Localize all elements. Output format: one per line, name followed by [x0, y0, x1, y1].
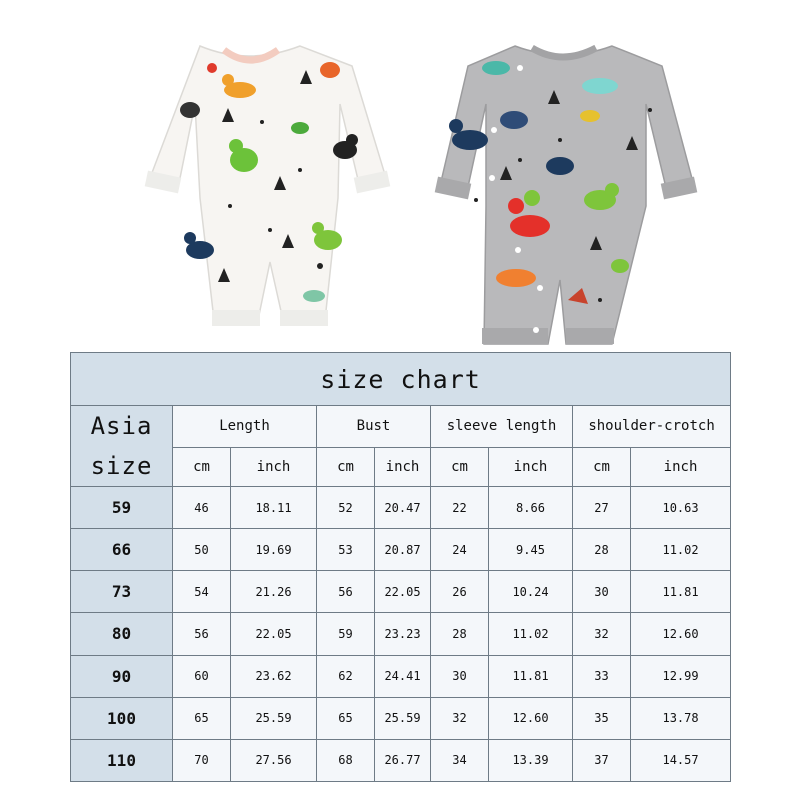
- unit-inch: inch: [231, 447, 317, 487]
- asia-size-line2: size: [90, 452, 153, 480]
- shoulder-crotch-inch-cell: 12.60: [631, 613, 731, 655]
- product-photo: [0, 0, 800, 350]
- shoulder-crotch-cm-cell: 32: [573, 613, 631, 655]
- romper-cuff: [566, 328, 614, 344]
- size-cell: 59: [71, 487, 173, 529]
- bust-inch-cell: 20.87: [375, 529, 431, 571]
- table-row: [71, 655, 731, 697]
- shoulder-crotch-inch-cell: 12.99: [631, 655, 731, 697]
- bust-inch-cell: 24.41: [375, 655, 431, 697]
- unit-cm: cm: [431, 447, 489, 487]
- shoulder-crotch-cm-cell: 37: [573, 739, 631, 781]
- unit-cm: cm: [317, 447, 375, 487]
- asia-size-line1: Asia: [90, 412, 153, 440]
- table-row: [71, 739, 731, 781]
- table-row: [71, 529, 731, 571]
- length-cm-cell: 70: [173, 739, 231, 781]
- length-cm-cell: 56: [173, 613, 231, 655]
- shoulder-crotch-inch-cell: 10.63: [631, 487, 731, 529]
- table-row: [71, 697, 731, 739]
- bust-inch-cell: 25.59: [375, 697, 431, 739]
- sleeve-length-header: sleeve length: [431, 406, 573, 448]
- table-row: [71, 613, 731, 655]
- bust-inch-cell: 23.23: [375, 613, 431, 655]
- romper-cuff: [212, 310, 260, 326]
- sleeve-inch-cell: 12.60: [489, 697, 573, 739]
- length-inch-cell: 22.05: [231, 613, 317, 655]
- length-cm-cell: 60: [173, 655, 231, 697]
- romper-body: [150, 46, 386, 320]
- unit-cm: cm: [573, 447, 631, 487]
- sleeve-cm-cell: 30: [431, 655, 489, 697]
- size-chart: [70, 352, 730, 782]
- bust-inch-cell: 22.05: [375, 571, 431, 613]
- length-cm-cell: 46: [173, 487, 231, 529]
- asia-size-header: [71, 406, 173, 487]
- romper-neck-band: [224, 50, 278, 60]
- length-inch-cell: 27.56: [231, 739, 317, 781]
- length-inch-cell: 18.11: [231, 487, 317, 529]
- bust-cm-cell: 68: [317, 739, 375, 781]
- length-inch-cell: 25.59: [231, 697, 317, 739]
- shoulder-crotch-inch-cell: 11.81: [631, 571, 731, 613]
- unit-inch: inch: [375, 447, 431, 487]
- bust-cm-cell: 56: [317, 571, 375, 613]
- length-inch-cell: 19.69: [231, 529, 317, 571]
- size-chart-title: size chart: [71, 353, 731, 406]
- bust-cm-cell: 53: [317, 529, 375, 571]
- sleeve-inch-cell: 8.66: [489, 487, 573, 529]
- unit-cm: cm: [173, 447, 231, 487]
- bust-cm-cell: 59: [317, 613, 375, 655]
- gray-dinosaur-romper: [435, 46, 698, 344]
- sleeve-inch-cell: 11.81: [489, 655, 573, 697]
- shoulder-crotch-inch-cell: 11.02: [631, 529, 731, 571]
- bust-cm-cell: 65: [317, 697, 375, 739]
- sleeve-cm-cell: 24: [431, 529, 489, 571]
- length-header: Length: [173, 406, 317, 448]
- length-cm-cell: 50: [173, 529, 231, 571]
- bust-cm-cell: 62: [317, 655, 375, 697]
- size-cell: 100: [71, 697, 173, 739]
- shoulder-crotch-cm-cell: 28: [573, 529, 631, 571]
- white-dinosaur-romper: [145, 46, 391, 326]
- size-cell: 80: [71, 613, 173, 655]
- size-cell: 90: [71, 655, 173, 697]
- sleeve-inch-cell: 9.45: [489, 529, 573, 571]
- unit-inch: inch: [489, 447, 573, 487]
- bust-inch-cell: 26.77: [375, 739, 431, 781]
- romper-body: [440, 46, 694, 344]
- shoulder-crotch-header: shoulder-crotch: [573, 406, 731, 448]
- bust-header: Bust: [317, 406, 431, 448]
- sleeve-inch-cell: 11.02: [489, 613, 573, 655]
- bust-inch-cell: 20.47: [375, 487, 431, 529]
- sleeve-cm-cell: 28: [431, 613, 489, 655]
- sleeve-cm-cell: 34: [431, 739, 489, 781]
- shoulder-crotch-cm-cell: 30: [573, 571, 631, 613]
- shoulder-crotch-inch-cell: 13.78: [631, 697, 731, 739]
- length-cm-cell: 65: [173, 697, 231, 739]
- size-cell: 110: [71, 739, 173, 781]
- shoulder-crotch-cm-cell: 35: [573, 697, 631, 739]
- sleeve-inch-cell: 13.39: [489, 739, 573, 781]
- unit-inch: inch: [631, 447, 731, 487]
- table-row: [71, 487, 731, 529]
- size-cell: 73: [71, 571, 173, 613]
- sleeve-cm-cell: 32: [431, 697, 489, 739]
- table-row: [71, 571, 731, 613]
- shoulder-crotch-cm-cell: 27: [573, 487, 631, 529]
- size-chart-table: [70, 352, 731, 782]
- bust-cm-cell: 52: [317, 487, 375, 529]
- sleeve-inch-cell: 10.24: [489, 571, 573, 613]
- sleeve-cm-cell: 22: [431, 487, 489, 529]
- shoulder-crotch-cm-cell: 33: [573, 655, 631, 697]
- length-inch-cell: 21.26: [231, 571, 317, 613]
- shoulder-crotch-inch-cell: 14.57: [631, 739, 731, 781]
- romper-neck-band: [532, 48, 596, 57]
- sleeve-cm-cell: 26: [431, 571, 489, 613]
- size-cell: 66: [71, 529, 173, 571]
- length-cm-cell: 54: [173, 571, 231, 613]
- length-inch-cell: 23.62: [231, 655, 317, 697]
- romper-cuff: [280, 310, 328, 326]
